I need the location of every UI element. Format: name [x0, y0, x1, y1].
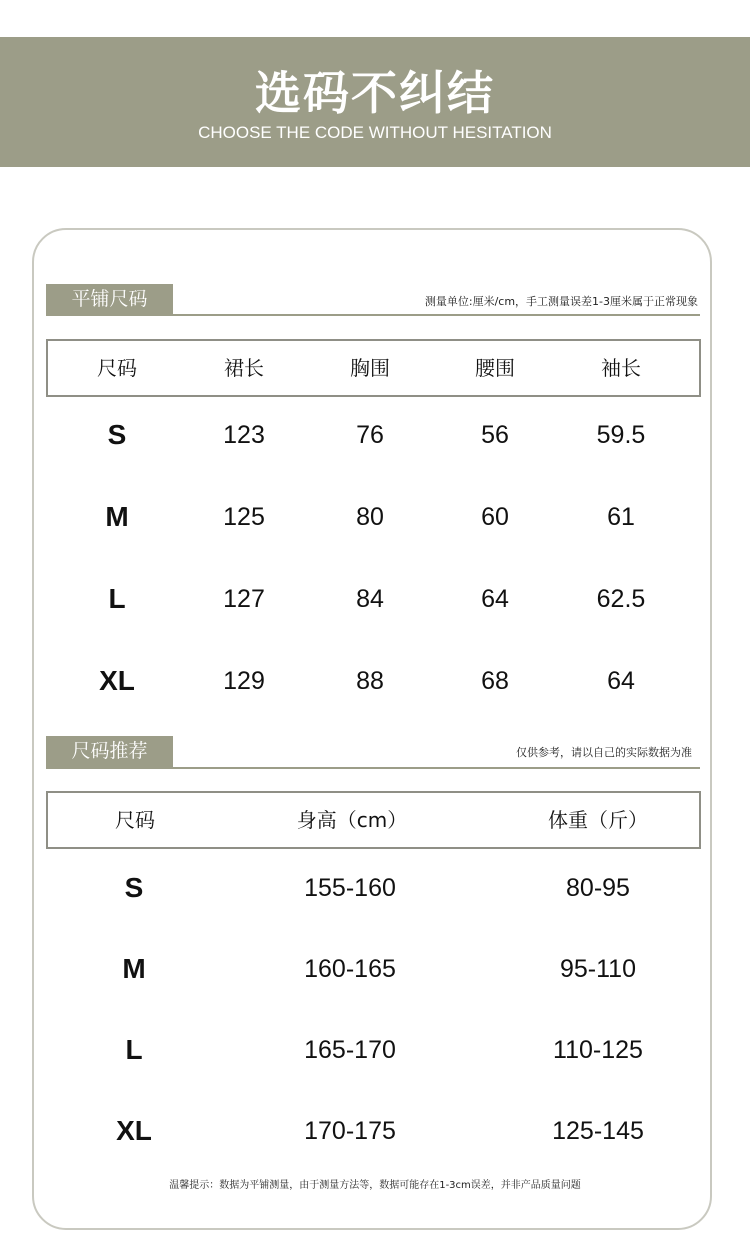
- flat-row-sleeve: 64: [607, 667, 635, 695]
- recommend-section-divider: [46, 767, 700, 769]
- recommend-header-size: 尺码: [115, 808, 155, 832]
- page-title: 选码不纠结: [255, 66, 495, 120]
- flat-row-waist: 68: [481, 667, 509, 695]
- flat-row-sleeve: 59.5: [596, 421, 646, 449]
- footnote-tip: 温馨提示：数据为平铺测量，由于测量方法等，数据可能存在1-3cm误差，并非产品质量问题: [169, 1180, 581, 1191]
- flat-row-size: L: [108, 583, 126, 614]
- flat-row-length: 125: [223, 503, 265, 531]
- flat-row-waist: 60: [481, 503, 509, 531]
- flat-row-chest: 84: [356, 585, 384, 613]
- recommend-header-height: 身高（cm）: [296, 808, 408, 832]
- flat-row-sleeve: 61: [607, 503, 635, 531]
- recommend-row-height: 160-165: [304, 955, 396, 983]
- recommend-row-height: 155-160: [304, 874, 396, 902]
- flat-row-length: 129: [223, 667, 265, 695]
- flat-header-length: 裙长: [224, 356, 264, 380]
- recommend-row-weight: 80-95: [566, 874, 630, 902]
- page-subtitle: CHOOSE THE CODE WITHOUT HESITATION: [198, 123, 552, 142]
- flat-row-chest: 76: [356, 421, 384, 449]
- recommend-row-weight: 125-145: [552, 1117, 644, 1145]
- flat-section-divider: [46, 314, 700, 316]
- recommend-row-weight: 110-125: [553, 1036, 643, 1064]
- recommend-size-tab: 尺码推荐: [46, 736, 173, 767]
- recommend-row-height: 170-175: [304, 1117, 396, 1145]
- flat-row-size: M: [105, 501, 129, 532]
- flat-header-size: 尺码: [97, 356, 137, 380]
- flat-header-sleeve: 袖长: [601, 356, 641, 380]
- recommend-row-size: S: [124, 872, 144, 903]
- flat-size-tab: 平铺尺码: [46, 284, 173, 315]
- flat-row-length: 123: [223, 421, 265, 449]
- flat-row-size: XL: [99, 665, 135, 696]
- flat-row-waist: 64: [481, 585, 509, 613]
- recommend-note: 仅供参考，请以自己的实际数据为准: [516, 746, 692, 759]
- flat-row-chest: 80: [356, 503, 384, 531]
- flat-header-waist: 腰围: [475, 356, 515, 380]
- flat-row-sleeve: 62.5: [596, 585, 646, 613]
- recommend-row-size: L: [125, 1034, 143, 1065]
- flat-row-size: S: [107, 419, 127, 450]
- recommend-row-height: 165-170: [304, 1036, 396, 1064]
- flat-header-chest: 胸围: [350, 356, 390, 380]
- flat-row-waist: 56: [481, 421, 509, 449]
- recommend-row-weight: 95-110: [560, 955, 636, 983]
- recommend-row-size: M: [122, 953, 146, 984]
- flat-measure-note: 测量单位:厘米/cm，手工测量误差1-3厘米属于正常现象: [424, 295, 698, 308]
- recommend-header-weight: 体重（斤）: [548, 808, 648, 832]
- flat-row-length: 127: [223, 585, 265, 613]
- recommend-row-size: XL: [116, 1115, 152, 1146]
- flat-row-chest: 88: [356, 667, 384, 695]
